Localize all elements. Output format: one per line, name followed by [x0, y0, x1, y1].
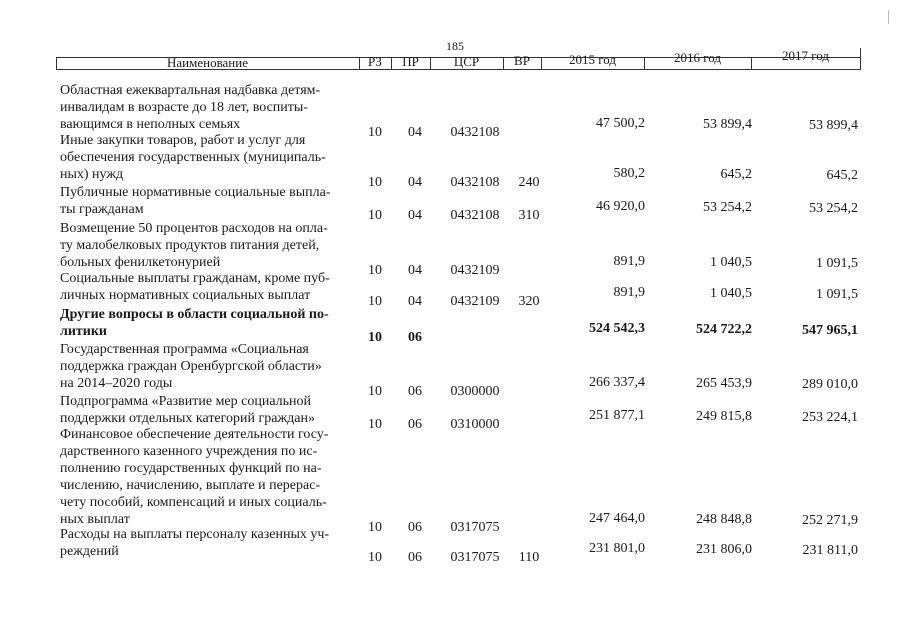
- cell-y2015: 47 500,2: [596, 116, 645, 131]
- cell-y2017: 1 091,5: [816, 256, 858, 271]
- cell-pr: 04: [408, 263, 422, 278]
- row-name-line: личных нормативных социальных выплат: [60, 288, 311, 303]
- cell-y2015: 524 542,3: [589, 321, 645, 336]
- header-2016: 2016 год: [674, 50, 721, 65]
- cell-vr: 310: [518, 208, 540, 223]
- row-name-line: реждений: [60, 544, 119, 559]
- row-name-line: ту малобелковых продуктов питания детей,: [60, 238, 320, 253]
- cell-rz: 10: [368, 330, 382, 345]
- row-name-line: ты гражданам: [60, 202, 144, 217]
- cell-rz: 10: [368, 550, 382, 565]
- cell-rz: 10: [368, 294, 382, 309]
- cell-pr: 04: [408, 125, 422, 140]
- row-name-line: обеспечения государственных (муниципаль-: [60, 150, 326, 165]
- cell-pr: 06: [408, 550, 422, 565]
- row-name: [60, 184, 350, 218]
- cell-vr: 110: [518, 550, 540, 565]
- row-name: [60, 132, 350, 183]
- row-name-line: Финансовое обеспечение деятельности госу-: [60, 427, 329, 442]
- cell-csr: 0432109: [450, 294, 500, 309]
- cell-pr: 06: [408, 520, 422, 535]
- cell-y2016: 248 848,8: [696, 512, 752, 527]
- row-name-line: больных фенилкетонурией: [60, 255, 221, 270]
- cell-rz: 10: [368, 384, 382, 399]
- row-name: [60, 82, 350, 133]
- cell-rz: 10: [368, 208, 382, 223]
- cell-y2016: 645,2: [720, 167, 752, 182]
- row-name-line: ных) нужд: [60, 167, 124, 182]
- cell-pr: 06: [408, 417, 422, 432]
- cell-y2015: 247 464,0: [589, 511, 645, 526]
- row-name: [60, 220, 350, 271]
- row-name-line: Публичные нормативные социальные выпла-: [60, 185, 331, 200]
- cell-y2016: 53 254,2: [703, 200, 752, 215]
- cell-pr: 04: [408, 208, 422, 223]
- cell-csr: 0432108: [450, 175, 500, 190]
- cell-pr: 06: [408, 384, 422, 399]
- row-name-line: числению, начислению, выплате и перерас-: [60, 478, 321, 493]
- row-name: [60, 393, 350, 427]
- cell-y2017: 53 254,2: [809, 201, 858, 216]
- header-vr: ВР: [514, 53, 530, 68]
- cell-y2015: 266 337,4: [589, 375, 645, 390]
- header-2015: 2015 год: [569, 52, 616, 67]
- row-name-line: Подпрограмма «Развитие мер социальной: [60, 394, 312, 409]
- cell-csr: 0317075: [450, 550, 500, 565]
- cell-y2016: 524 722,2: [696, 322, 752, 337]
- row-name-line: дарственного казенного учреждения по ис-: [60, 444, 318, 459]
- row-name-line: литики: [60, 324, 107, 339]
- header-pr: ПР: [402, 54, 419, 69]
- cell-y2017: 645,2: [826, 168, 858, 183]
- cell-rz: 10: [368, 263, 382, 278]
- scan-edge-mark: [888, 10, 889, 24]
- cell-y2016: 53 899,4: [703, 117, 752, 132]
- cell-y2016: 249 815,8: [696, 409, 752, 424]
- row-name-line: полнению государственных функций по на-: [60, 461, 322, 476]
- header-csr: ЦСР: [453, 54, 480, 69]
- row-name-line: чету пособий, компенсаций и иных социаль-: [60, 495, 327, 510]
- cell-csr: 0432108: [450, 208, 500, 223]
- cell-y2016: 1 040,5: [710, 255, 752, 270]
- cell-y2015: 231 801,0: [589, 541, 645, 556]
- cell-y2017: 252 271,9: [802, 513, 858, 528]
- row-name-line: ных выплат: [60, 512, 130, 527]
- table-header: [56, 48, 861, 70]
- header-2017: 2017 год: [782, 48, 829, 63]
- row-name-line: вающимся в неполных семьях: [60, 117, 241, 132]
- cell-csr: 0432108: [450, 125, 500, 140]
- cell-y2015: 46 920,0: [596, 199, 645, 214]
- row-name-line: на 2014–2020 годы: [60, 376, 173, 391]
- cell-y2017: 1 091,5: [816, 287, 858, 302]
- row-name-line: Возмещение 50 процентов расходов на опла-: [60, 221, 328, 236]
- cell-y2016: 1 040,5: [710, 286, 752, 301]
- cell-y2017: 53 899,4: [809, 118, 858, 133]
- cell-y2015: 891,9: [613, 285, 645, 300]
- cell-y2016: 231 806,0: [696, 542, 752, 557]
- cell-vr: 240: [518, 175, 540, 190]
- header-name: Наименование: [167, 55, 248, 70]
- row-name: [60, 270, 350, 304]
- row-name-line: Другие вопросы в области социальной по-: [60, 307, 329, 322]
- row-name-line: поддержки отдельных категорий граждан»: [60, 411, 315, 426]
- cell-rz: 10: [368, 520, 382, 535]
- row-name-line: Социальные выплаты гражданам, кроме пуб-: [60, 271, 330, 286]
- row-name-line: Государственная программа «Социальная: [60, 342, 309, 357]
- cell-pr: 04: [408, 294, 422, 309]
- cell-csr: 0310000: [450, 417, 500, 432]
- cell-rz: 10: [368, 125, 382, 140]
- cell-pr: 06: [408, 330, 422, 345]
- cell-pr: 04: [408, 175, 422, 190]
- cell-y2015: 891,9: [613, 254, 645, 269]
- cell-y2017: 547 965,1: [802, 323, 858, 338]
- cell-y2016: 265 453,9: [696, 376, 752, 391]
- header-rz: РЗ: [368, 54, 382, 69]
- cell-rz: 10: [368, 175, 382, 190]
- row-name: [60, 306, 350, 340]
- page-number: 185: [446, 39, 464, 53]
- row-name-line: поддержка граждан Оренбургской области»: [60, 359, 322, 374]
- row-name: [60, 341, 350, 392]
- cell-vr: 320: [518, 294, 540, 309]
- cell-rz: 10: [368, 417, 382, 432]
- cell-y2015: 251 877,1: [589, 408, 645, 423]
- cell-y2015: 580,2: [613, 166, 645, 181]
- row-name: [60, 526, 350, 560]
- header-divider: [860, 48, 861, 70]
- row-name-line: Иные закупки товаров, работ и услуг для: [60, 133, 306, 148]
- row-name-line: Областная ежеквартальная надбавка детям-: [60, 83, 321, 98]
- row-name: [60, 426, 350, 528]
- cell-y2017: 231 811,0: [802, 543, 858, 558]
- cell-y2017: 253 224,1: [802, 410, 858, 425]
- cell-y2017: 289 010,0: [802, 377, 858, 392]
- cell-csr: 0432109: [450, 263, 500, 278]
- row-name-line: инвалидам в возрасте до 18 лет, воспиты-: [60, 100, 308, 115]
- cell-csr: 0317075: [450, 520, 500, 535]
- cell-csr: 0300000: [450, 384, 500, 399]
- row-name-line: Расходы на выплаты персоналу казенных уч-: [60, 527, 330, 542]
